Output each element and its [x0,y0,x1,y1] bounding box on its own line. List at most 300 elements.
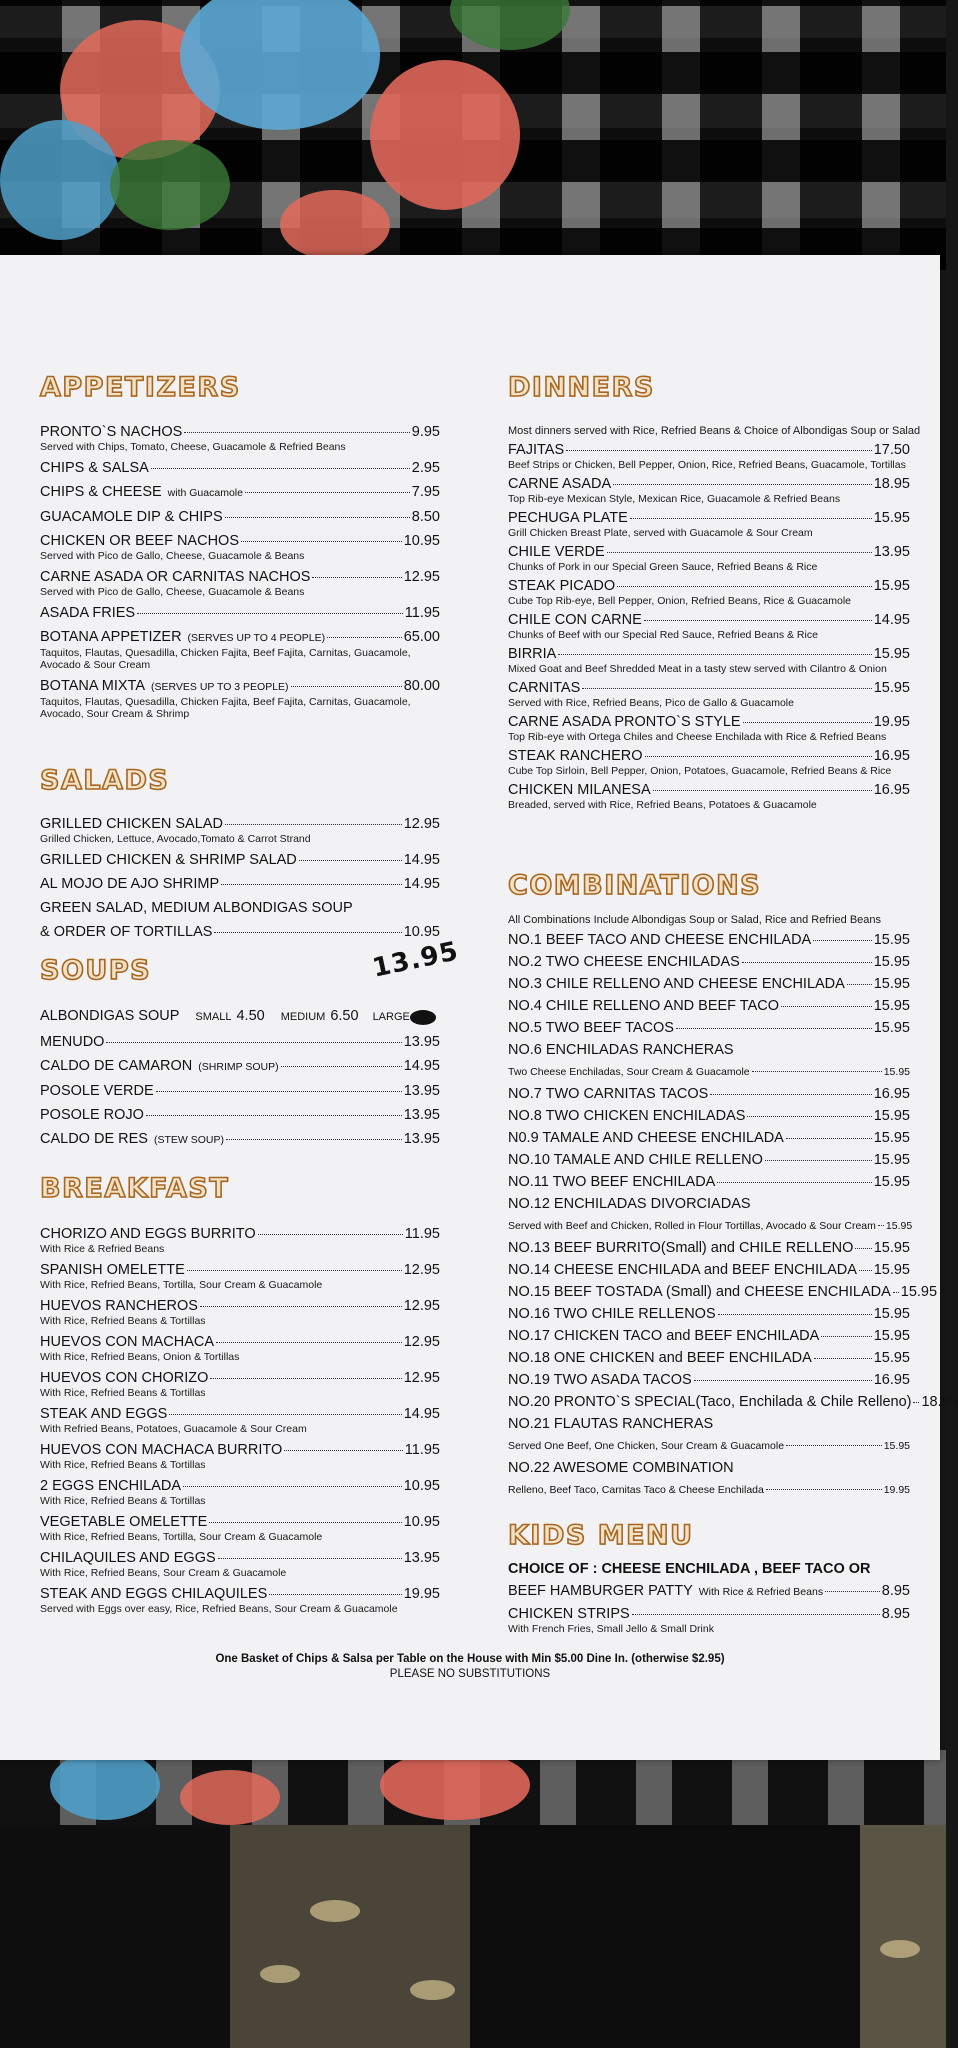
menu-item [508,1107,910,1125]
item-name: CHIPS & SALSA [40,460,149,476]
item-name: STEAK PICADO [508,578,616,594]
dot-leader [859,1270,872,1271]
dot-leader [187,1270,402,1271]
dot-leader [710,1094,871,1095]
dot-leader [558,654,871,655]
item-price: 15.95 [873,1240,910,1256]
menu-item [40,628,440,671]
soups-list [40,1033,440,1155]
salads-list [40,815,440,947]
item-name: POSOLE VERDE [40,1083,154,1099]
item-price: 14.95 [403,1058,440,1074]
item-name: NO.19 TWO ASADA TACOS [508,1372,692,1388]
item-name: STEAK AND EGGS [40,1406,168,1422]
item-name: CHICKEN STRIPS [508,1606,630,1622]
item-description: With Rice, Refried Beans & Tortillas [40,1315,206,1327]
item-name: NO.8 TWO CHICKEN ENCHILADAS [508,1108,746,1124]
item-description: With Rice, Refried Beans, Sour Cream & Guacamole [40,1567,287,1579]
item-name: Relleno, Beef Taco, Carnitas Taco & Cheese Enchilada [508,1484,764,1496]
menu-item [508,1327,910,1345]
item-name: GUACAMOLE DIP & CHIPS [40,509,223,525]
item-name: HUEVOS CON MACHACA BURRITO [40,1442,283,1458]
item-description: With Rice, Refried Beans & Tortillas [40,1459,206,1471]
dot-leader [151,468,410,469]
dot-leader [742,962,872,963]
menu-item [508,975,910,993]
photo-bottom [0,1750,946,2048]
albondigas-small-price: 4.50 [236,1008,265,1024]
section-heading-kids-menu: KIDS MENU [508,1520,694,1551]
item-name: CALDO DE CAMARON [40,1058,193,1074]
item-price: 19.95 [873,714,910,730]
menu-item [508,1261,910,1279]
item-name: NO.3 CHILE RELLENO AND CHEESE ENCHILADA [508,976,845,992]
dot-leader [269,1594,401,1595]
item-price: 11.95 [404,1442,440,1458]
menu-item [40,1297,440,1327]
menu-item [40,1057,440,1076]
dot-leader [225,824,402,825]
dot-leader [765,1160,872,1161]
menu-item [508,953,910,971]
dot-leader [781,1006,872,1007]
menu-item [508,1085,910,1103]
dot-leader [225,517,410,518]
item-name: NO.13 BEEF BURRITO(Small) and CHILE RELLENO [508,1240,854,1256]
item-note: (SERVES UP TO 3 PEOPLE) [151,681,289,693]
item-name: HUEVOS CON CHORIZO [40,1370,209,1386]
menu-item [40,875,440,893]
item-name: NO.21 FLAUTAS RANCHERAS [508,1416,714,1432]
item-price: 14.95 [403,876,440,892]
dot-leader [694,1380,872,1381]
menu-item [40,483,440,502]
dot-leader [786,1138,872,1139]
dot-leader [814,1358,872,1359]
menu-item [40,1082,440,1100]
item-note: With Rice & Refried Beans [698,1586,824,1598]
item-description: Served with Rice, Refried Beans, Pico de Gallo & Guacamole [508,697,794,709]
item-price: 15.95 [873,1152,910,1168]
menu-item [40,1333,440,1363]
item-description: Served with Chips, Tomato, Cheese, Guacamole & Refried Beans [40,441,346,453]
item-description: With French Fries, Small Jello & Small Drink [508,1623,714,1635]
item-name: CHILE CON CARNE [508,612,642,628]
dot-leader [241,541,402,542]
section-heading-dinners: DINNERS [508,372,655,403]
dot-leader [644,620,872,621]
dot-leader [200,1306,402,1307]
dot-leader [766,1489,882,1490]
item-name: NO.16 TWO CHILE RELLENOS [508,1306,716,1322]
menu-item [508,1217,913,1235]
appetizers-list [40,423,440,726]
item-name: STEAK RANCHERO [508,748,643,764]
item-name: BOTANA APPETIZER [40,629,182,645]
item-description: Cube Top Rib-eye, Bell Pepper, Onion, Refried Beans, Rice & Guacamole [508,595,851,607]
item-price: 11.95 [404,1226,440,1242]
item-price: 80.00 [403,678,440,694]
menu-sheet [0,255,958,1760]
item-description: Taquitos, Flautas, Quesadilla, Chicken Fajita, Beef Fajita, Carnitas, Guacamole, Avocado & Sour Cream [40,647,411,671]
dot-leader [137,613,403,614]
dot-leader [184,432,409,433]
item-price: 13.95 [403,1034,440,1050]
item-price: 15.95 [873,680,910,696]
breakfast-list [40,1225,440,1621]
dot-leader [645,756,872,757]
dinners-list [508,441,910,815]
item-name: GRILLED CHICKEN & SHRIMP SALAD [40,852,297,868]
menu-item [508,713,910,743]
item-price: 13.95 [873,544,910,560]
menu-item [40,1549,440,1579]
item-description: Served with Eggs over easy, Rice, Refried Beans, Sour Cream & Guacamole [40,1603,398,1615]
menu-item [40,815,440,845]
dot-leader [258,1234,403,1235]
item-price: 15.95 [873,646,910,662]
albondigas-medium-label: MEDIUM [280,1011,326,1023]
menu-item [508,1041,910,1059]
item-price: 11.95 [404,605,440,621]
menu-item [508,509,910,539]
menu-item [508,1349,910,1367]
item-price: 8.95 [881,1606,910,1622]
dot-leader [847,984,872,985]
dot-leader [913,1402,919,1403]
item-name: N0.9 TAMALE AND CHEESE ENCHILADA [508,1130,784,1146]
menu-item [40,899,440,917]
item-price: 19.95 [883,1484,910,1496]
item-price: 7.95 [411,484,440,500]
item-note: (SERVES UP TO 4 PEOPLE) [187,632,326,644]
albondigas-medium-price: 6.50 [330,1008,359,1024]
item-name: BEEF HAMBURGER PATTY [508,1583,693,1599]
menu-item [40,1369,440,1399]
menu-item [508,1415,910,1433]
dot-leader [169,1414,401,1415]
dot-leader [221,884,402,885]
item-price: 13.95 [403,1083,440,1099]
menu-item [508,931,910,949]
dot-leader [717,1182,871,1183]
dot-leader [245,492,410,493]
menu-item [508,781,910,811]
item-name: AL MOJO DE AJO SHRIMP [40,876,220,892]
item-name: NO.7 TWO CARNITAS TACOS [508,1086,709,1102]
dot-leader [743,722,872,723]
item-description: Served with Pico de Gallo, Cheese, Guacamole & Beans [40,550,305,562]
dot-leader [632,1614,880,1615]
menu-item [40,1225,440,1255]
item-price: 13.95 [403,1131,440,1147]
item-name: Served One Beef, One Chicken, Sour Cream & Guacamole [508,1440,785,1452]
combinations-note: All Combinations Include Albondigas Soup or Salad, Rice and Refried Beans [508,914,882,926]
dot-leader [183,1486,402,1487]
item-name: MENUDO [40,1034,105,1050]
dot-leader [299,860,402,861]
item-note: with Guacamole [167,487,243,499]
footer-chips-note: One Basket of Chips & Salsa per Table on the House with Min $5.00 Dine In. (otherwise $2.95) [215,1653,725,1665]
menu-item [40,677,440,720]
item-price: 14.95 [403,852,440,868]
item-name: NO.12 ENCHILADAS DIVORCIADAS [508,1196,751,1212]
item-description: With Rice, Refried Beans, Tortilla, Sour Cream & Guacamole [40,1531,323,1543]
item-price: 15.95 [873,1108,910,1124]
menu-item [508,679,910,709]
item-name: NO.1 BEEF TACO AND CHEESE ENCHILADA [508,932,812,948]
item-description: With Rice, Refried Beans, Tortilla, Sour Cream & Guacamole [40,1279,323,1291]
menu-item [40,604,440,622]
item-name: GRILLED CHICKEN SALAD [40,816,223,832]
menu-item [508,577,910,607]
item-note: (SHRIMP SOUP) [198,1061,279,1073]
item-price: 15.95 [873,1306,910,1322]
dot-leader [106,1042,401,1043]
menu-item [40,532,440,562]
kids-list [508,1560,910,1639]
menu-item [508,645,910,675]
item-description: Taquitos, Flautas, Quesadilla, Chicken Fajita, Beef Fajita, Carnitas, Guacamole, Avocado, Sour Cream & Shrimp [40,696,411,720]
item-description: Grilled Chicken, Lettuce, Avocado,Tomato & Carrot Strand [40,833,311,845]
menu-item [40,1405,440,1435]
item-price: 15.95 [873,932,910,948]
item-price: 10.95 [403,533,440,549]
item-description: With Rice, Refried Beans & Tortillas [40,1495,206,1507]
item-price: 15.95 [873,976,910,992]
dot-leader [209,1522,401,1523]
menu-item [40,1033,440,1051]
dot-leader [878,1225,884,1226]
item-price: 15.95 [873,1174,910,1190]
item-name: CALDO DE RES [40,1131,148,1147]
menu-item [508,1481,910,1499]
dot-leader [855,1248,871,1249]
item-name: NO.2 TWO CHEESE ENCHILADAS [508,954,740,970]
dot-leader [617,586,872,587]
item-price: 15.95 [900,1284,938,1300]
menu-item [508,1437,910,1455]
item-description: Grill Chicken Breast Plate, served with Guacamole & Sour Cream [508,527,813,539]
ink-blot [410,1010,436,1025]
dot-leader [566,450,872,451]
dot-leader [146,1115,402,1116]
item-price: 15.95 [873,1350,910,1366]
item-name: NO.14 CHEESE ENCHILADA and BEEF ENCHILADA [508,1262,857,1278]
item-price: 15.95 [885,1220,913,1232]
item-price: 12.95 [403,1334,440,1350]
item-name: & ORDER OF TORTILLAS [40,924,213,940]
item-name: CHORIZO AND EGGS BURRITO [40,1226,256,1242]
item-price: 18.95 [873,476,910,492]
item-price: 2.95 [411,460,440,476]
menu-item [508,1605,910,1635]
item-name: CHIPS & CHEESE [40,484,162,500]
item-price: 15.95 [873,1328,910,1344]
item-name: NO.18 ONE CHICKEN and BEEF ENCHILADA [508,1350,812,1366]
item-name: CHILAQUILES AND EGGS [40,1550,216,1566]
item-price: 15.95 [883,1066,910,1078]
menu-item [508,1305,910,1323]
item-name: BIRRIA [508,646,557,662]
dot-leader [582,688,871,689]
item-description: With Refried Beans, Potatoes, Guacamole & Sour Cream [40,1423,307,1435]
item-description: Served with Pico de Gallo, Cheese, Guacamole & Beans [40,586,305,598]
menu-item [40,423,440,453]
item-price: 10.95 [403,1514,440,1530]
dot-leader [214,932,401,933]
item-name: CARNE ASADA OR CARNITAS NACHOS [40,569,311,585]
item-description: Beef Strips or Chicken, Bell Pepper, Onion, Rice, Refried Beans, Guacamole, Tortillas [508,459,906,471]
dot-leader [813,940,871,941]
menu-item [508,1283,938,1301]
dot-leader [156,1091,402,1092]
handwritten-price: 13.95 [369,936,462,984]
item-name: NO.4 CHILE RELLENO AND BEEF TACO [508,998,780,1014]
item-name: PECHUGA PLATE [508,510,628,526]
item-name: CHILE VERDE [508,544,605,560]
menu-item [40,568,440,598]
item-name: NO.20 PRONTO`S SPECIAL(Taco, Enchilada & Chile Relleno) [508,1394,912,1410]
section-heading-soups: SOUPS [40,955,152,986]
item-description: With Rice & Refried Beans [40,1243,165,1255]
dot-leader [893,1292,899,1293]
item-price: 15.95 [873,1262,910,1278]
item-name: CARNITAS [508,680,581,696]
item-price: 16.95 [873,782,910,798]
item-description: With Rice, Refried Beans, Onion & Tortillas [40,1351,240,1363]
menu-item [40,508,440,526]
menu-item [508,611,910,641]
item-price: 10.95 [403,924,440,940]
item-description: With Rice, Refried Beans & Tortillas [40,1387,206,1399]
item-price: 12.95 [403,569,440,585]
item-description: Top Rib-eye Mexican Style, Mexican Rice, Guacamole & Refried Beans [508,493,841,505]
menu-item [508,1371,910,1389]
menu-item [40,851,440,869]
dot-leader [786,1445,882,1446]
menu-item [508,1195,910,1213]
menu-item [508,1173,910,1191]
item-price: 12.95 [403,1298,440,1314]
albondigas-small-label: SMALL [195,1011,232,1023]
dot-leader [210,1378,401,1379]
item-price: 16.95 [873,1086,910,1102]
dot-leader [718,1314,872,1315]
item-price: 8.95 [881,1583,910,1599]
menu-item [40,1261,440,1291]
menu-item [508,1129,910,1147]
dot-leader [630,518,872,519]
menu-item [508,543,910,573]
combinations-list [508,931,958,1503]
item-price: 12.95 [403,1262,440,1278]
dot-leader [216,1342,402,1343]
item-price: 19.95 [403,1586,440,1602]
menu-item [508,747,910,777]
dot-leader [613,484,872,485]
item-name: NO.17 CHICKEN TACO and BEEF ENCHILADA [508,1328,820,1344]
section-heading-breakfast: BREAKFAST [40,1173,230,1204]
item-name: 2 EGGS ENCHILADA [40,1478,182,1494]
menu-item [40,1513,440,1543]
item-name: POSOLE ROJO [40,1107,144,1123]
dot-leader [607,552,872,553]
dot-leader [825,1591,880,1592]
item-price: 13.95 [403,1107,440,1123]
item-name: SPANISH OMELETTE [40,1262,185,1278]
section-heading-salads: SALADS [40,765,170,796]
item-price: 9.95 [411,424,440,440]
dot-leader [312,577,401,578]
item-name: CHICKEN MILANESA [508,782,651,798]
item-name: CARNE ASADA PRONTO`S STYLE [508,714,741,730]
item-description: Top Rib-eye with Ortega Chiles and Cheese Enchilada with Rice & Refried Beans [508,731,887,743]
menu-item [508,441,910,471]
item-name: HUEVOS RANCHEROS [40,1298,198,1314]
item-name: VEGETABLE OMELETTE [40,1514,208,1530]
menu-item [508,1063,910,1081]
item-price: 16.95 [873,1372,910,1388]
item-name: NO.5 TWO BEEF TACOS [508,1020,674,1036]
item-price: 15.95 [873,510,910,526]
menu-item [508,475,910,505]
item-price: 18.95 [921,1394,958,1410]
item-name: NO.15 BEEF TOSTADA (Small) and CHEESE ENCHILADA [508,1284,891,1300]
item-description: Chunks of Beef with our Special Red Sauce, Refried Beans & Rice [508,629,818,641]
item-name: NO.10 TAMALE AND CHILE RELLENO [508,1152,763,1168]
item-name: NO.22 AWESOME COMBINATION [508,1460,734,1476]
dot-leader [327,637,402,638]
item-name: PRONTO`S NACHOS [40,424,183,440]
item-price: 15.95 [873,1130,910,1146]
menu-item [40,1477,440,1507]
dot-leader [747,1116,871,1117]
item-price: 65.00 [403,629,440,645]
item-price: 14.95 [873,612,910,628]
item-name: STEAK AND EGGS CHILAQUILES [40,1586,268,1602]
menu-item [508,1560,910,1578]
item-price: 10.95 [403,1478,440,1494]
menu-item [508,1151,910,1169]
menu-item [40,1106,440,1124]
item-description: Breaded, served with Rice, Refried Beans, Potatoes & Guacamole [508,799,817,811]
item-name: Served with Beef and Chicken, Rolled in Flour Tortillas, Avocado & Sour Cream [508,1220,876,1232]
menu-item [508,1019,910,1037]
menu-item [508,1459,910,1477]
dot-leader [653,790,872,791]
item-name: ASADA FRIES [40,605,136,621]
dot-leader [218,1558,402,1559]
item-name: BOTANA MIXTA [40,678,146,694]
menu-item [40,1441,440,1471]
item-note: (STEW SOUP) [153,1134,224,1146]
item-price: 15.95 [873,954,910,970]
menu-item [40,1130,440,1149]
item-price: 12.95 [403,1370,440,1386]
menu-item [508,1239,910,1257]
item-price: 15.95 [883,1440,910,1452]
item-price: 16.95 [873,748,910,764]
albondigas-large-label: LARGE [372,1011,410,1023]
item-price: 15.95 [873,1020,910,1036]
tablecloth-top [0,0,946,270]
dot-leader [226,1139,402,1140]
menu-item [40,459,440,477]
item-name: CHOICE OF : CHEESE ENCHILADA , BEEF TACO OR [508,1561,871,1577]
dot-leader [291,686,402,687]
dot-leader [284,1450,403,1451]
